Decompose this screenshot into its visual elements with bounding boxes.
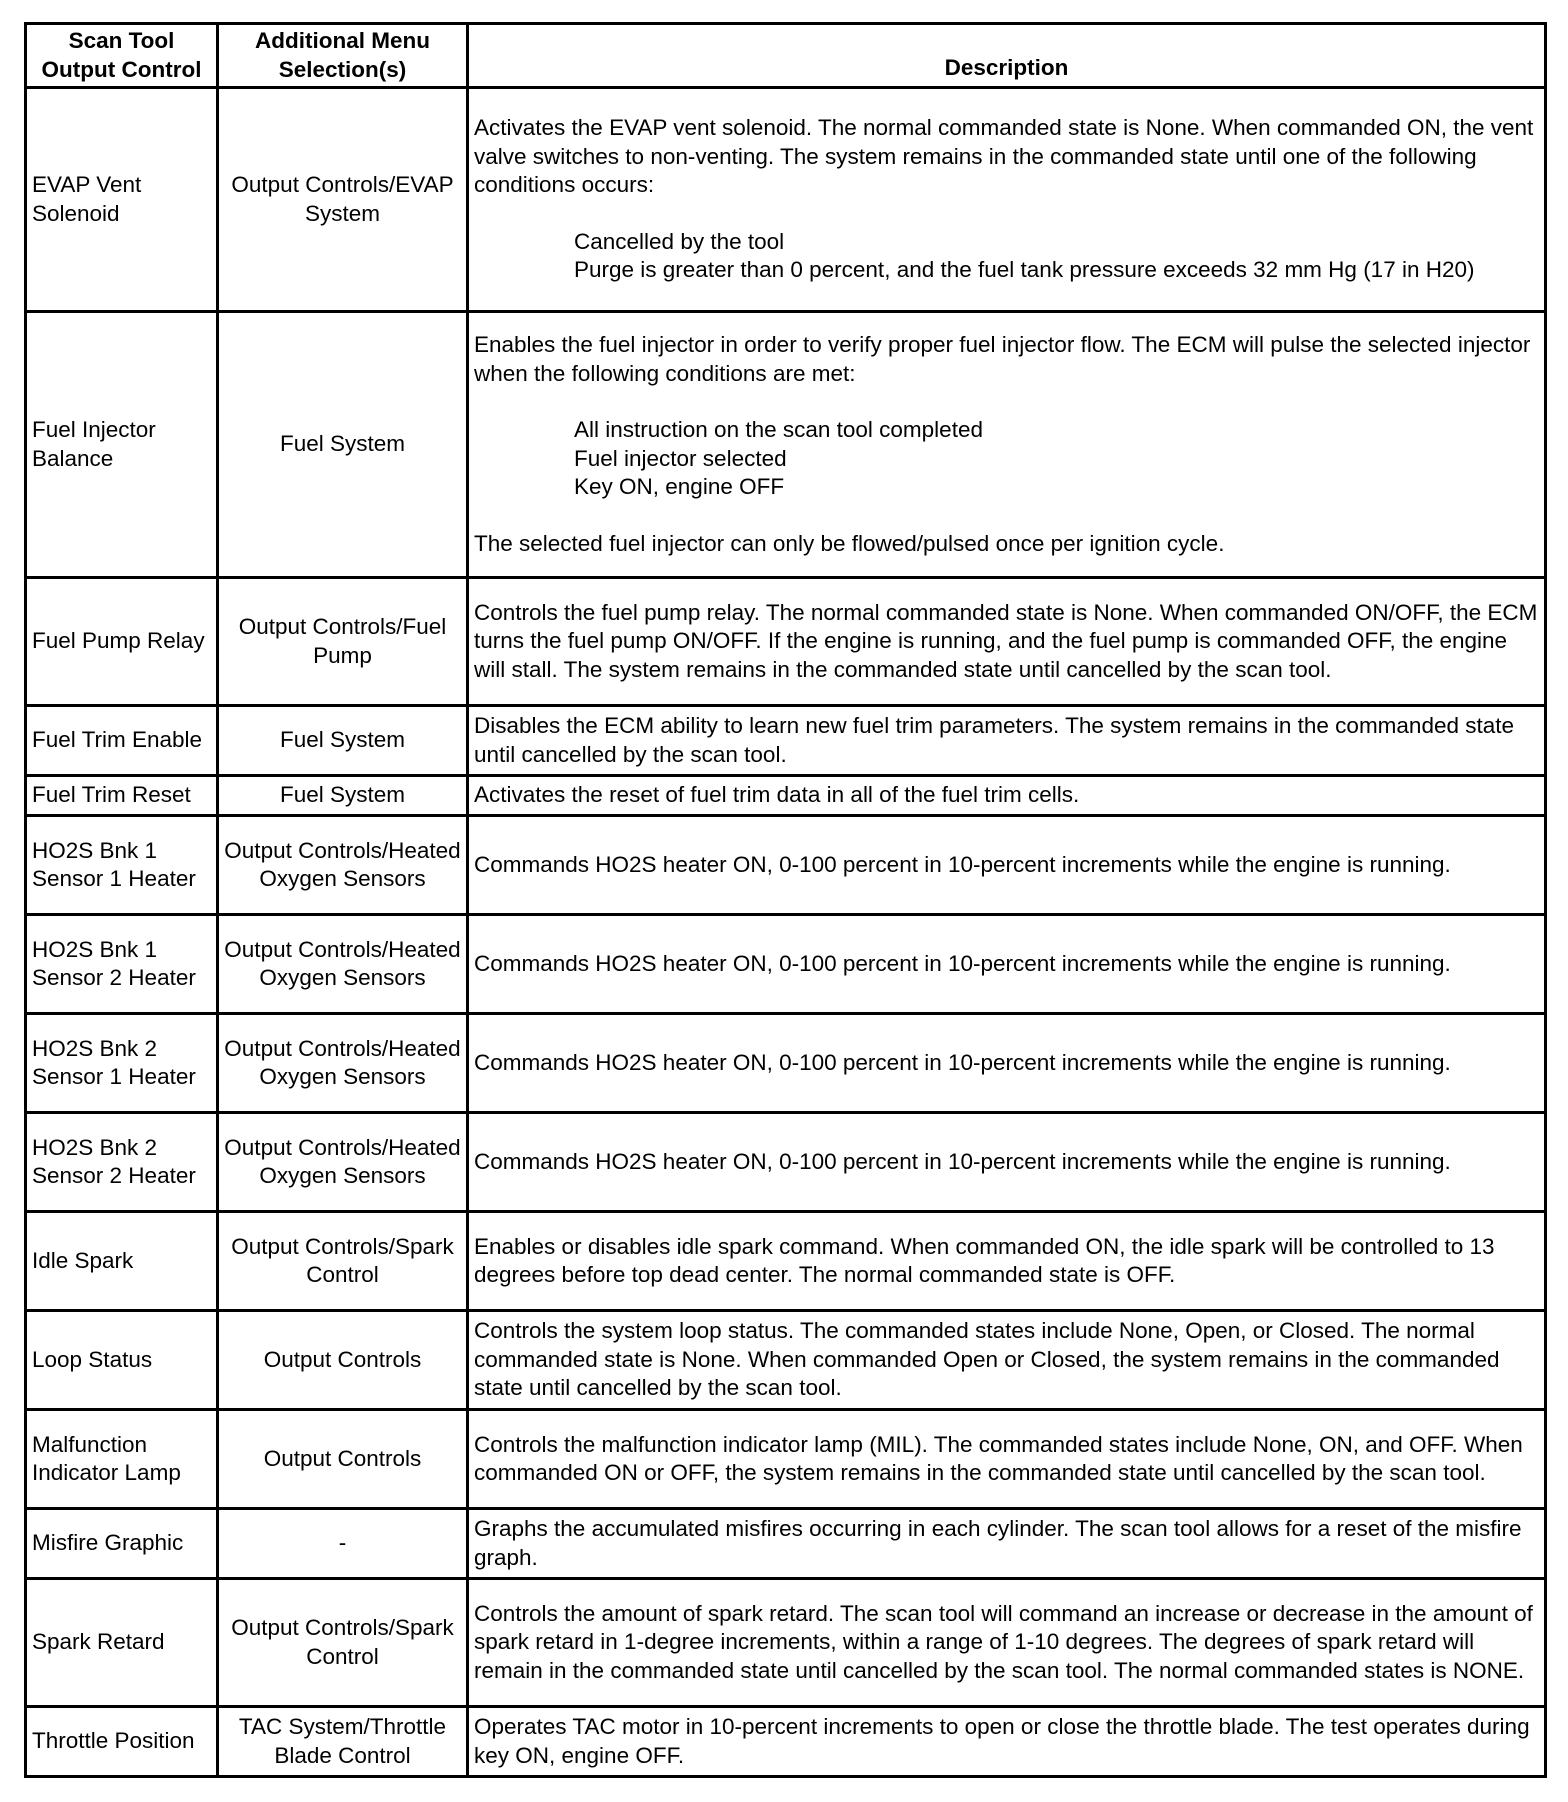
table-row xyxy=(26,88,1546,312)
table-row xyxy=(26,706,1546,776)
row-control: Misfire Graphic xyxy=(26,1509,218,1579)
row-menu-selection: Output Controls/EVAP System xyxy=(218,88,468,312)
row-menu-selection: Output Controls/Spark Control xyxy=(218,1212,468,1311)
row-menu-selection: Output Controls/Spark Control xyxy=(218,1579,468,1707)
row-menu-selection: Output Controls/Heated Oxygen Sensors xyxy=(218,1014,468,1113)
row-control: HO2S Bnk 1 Sensor 1 Heater xyxy=(26,816,218,915)
row-description: Commands HO2S heater ON, 0-100 percent in 10-percent increments while the engine is running. xyxy=(468,1014,1546,1113)
condition-item: All instruction on the scan tool completed xyxy=(574,417,983,442)
row-control: Fuel Trim Reset xyxy=(26,776,218,816)
condition-item: Cancelled by the tool xyxy=(574,228,785,254)
row-description xyxy=(468,88,1546,312)
row-control: HO2S Bnk 2 Sensor 2 Heater xyxy=(26,1113,218,1212)
header-additional-menu-selections xyxy=(218,24,468,88)
row-control: EVAP Vent Solenoid xyxy=(26,88,218,312)
row-control: Idle Spark xyxy=(26,1212,218,1311)
table-row xyxy=(26,1707,1546,1777)
row-control: Fuel Injector Balance xyxy=(26,312,218,578)
row-description: Disables the ECM ability to learn new fuel trim parameters. The system remains in the commanded state until cancelled by the scan tool. xyxy=(468,706,1546,776)
row-menu-selection: Output Controls xyxy=(218,1410,468,1509)
table-row xyxy=(26,776,1546,816)
row-menu-selection: Output Controls/Heated Oxygen Sensors xyxy=(218,1113,468,1212)
row-control: HO2S Bnk 1 Sensor 2 Heater xyxy=(26,915,218,1014)
row-description: Operates TAC motor in 10-percent increments to open or close the throttle blade. The test operates during key ON, engine OFF. xyxy=(468,1707,1546,1777)
table-header-row xyxy=(26,24,1546,88)
header-control-line2: Output Control xyxy=(41,56,202,82)
table-row xyxy=(26,578,1546,706)
table-row xyxy=(26,1212,1546,1311)
row-menu-selection: Fuel System xyxy=(218,776,468,816)
table-row xyxy=(26,1509,1546,1579)
description-note: The selected fuel injector can only be flowed/pulsed once per ignition cycle. xyxy=(474,530,1225,556)
header-menu-line1: Additional Menu xyxy=(255,28,430,53)
row-control: Fuel Pump Relay xyxy=(26,578,218,706)
row-control: Throttle Position xyxy=(26,1707,218,1777)
header-scan-tool-output-control xyxy=(26,24,218,88)
condition-item: Fuel injector selected xyxy=(574,445,787,471)
row-description: Enables or disables idle spark command. When commanded ON, the idle spark will be controlled to 13 degrees before top dead center. The normal commanded state is OFF. xyxy=(468,1212,1546,1311)
row-menu-selection: Output Controls/Heated Oxygen Sensors xyxy=(218,915,468,1014)
row-control: Malfunction Indicator Lamp xyxy=(26,1410,218,1509)
row-menu-selection: Fuel System xyxy=(218,312,468,578)
description-text: Enables the fuel injector in order to verify proper fuel injector flow. The ECM will pulse the selected injector when the following conditions are met: xyxy=(474,332,1531,386)
table-row xyxy=(26,915,1546,1014)
row-description: Controls the system loop status. The commanded states include None, Open, or Closed. The normal commanded state is None. When commanded Open or Closed, the system remains in the commanded state until cancelled by the scan tool. xyxy=(468,1311,1546,1410)
row-menu-selection: - xyxy=(218,1509,468,1579)
row-description: Commands HO2S heater ON, 0-100 percent in 10-percent increments while the engine is running. xyxy=(468,816,1546,915)
table-row xyxy=(26,1410,1546,1509)
description-text: Activates the EVAP vent solenoid. The normal commanded state is None. When commanded ON, the vent valve switches to non-venting. The system remains in the commanded state until one of the following conditions occurs: xyxy=(474,115,1534,198)
row-description xyxy=(468,312,1546,578)
header-description: Description xyxy=(468,24,1546,88)
row-control: Fuel Trim Enable xyxy=(26,706,218,776)
table-row xyxy=(26,1014,1546,1113)
header-menu-line2: Selection(s) xyxy=(278,56,407,82)
condition-item: Purge is greater than 0 percent, and the fuel tank pressure exceeds 32 mm Hg (17 in H20) xyxy=(574,257,1475,283)
row-menu-selection: TAC System/Throttle Blade Control xyxy=(218,1707,468,1777)
row-menu-selection: Output Controls/Fuel Pump xyxy=(218,578,468,706)
row-description: Activates the reset of fuel trim data in all of the fuel trim cells. xyxy=(468,776,1546,816)
table-row xyxy=(26,1579,1546,1707)
row-description: Controls the malfunction indicator lamp (MIL). The commanded states include None, ON, and OFF. When commanded ON or OFF, the system remains in the commanded state until cancelled by the scan tool. xyxy=(468,1410,1546,1509)
row-description: Controls the amount of spark retard. The scan tool will command an increase or decrease in the amount of spark retard in 1-degree increments, within a range of 1-10 degrees. The degrees of spark retard will remain in the commanded state until cancelled by the scan tool. The normal commanded states is NONE. xyxy=(468,1579,1546,1707)
condition-item: Key ON, engine OFF xyxy=(574,474,785,499)
row-menu-selection: Fuel System xyxy=(218,706,468,776)
table-row xyxy=(26,816,1546,915)
row-control: HO2S Bnk 2 Sensor 1 Heater xyxy=(26,1014,218,1113)
row-description: Graphs the accumulated misfires occurring in each cylinder. The scan tool allows for a reset of the misfire graph. xyxy=(468,1509,1546,1579)
table-row xyxy=(26,1113,1546,1212)
header-control-line1: Scan Tool xyxy=(68,28,175,53)
scan-tool-output-controls-table xyxy=(24,22,1547,1778)
row-menu-selection: Output Controls xyxy=(218,1311,468,1410)
row-control: Loop Status xyxy=(26,1311,218,1410)
row-description: Commands HO2S heater ON, 0-100 percent in 10-percent increments while the engine is running. xyxy=(468,1113,1546,1212)
table-row xyxy=(26,1311,1546,1410)
row-description: Commands HO2S heater ON, 0-100 percent in 10-percent increments while the engine is running. xyxy=(468,915,1546,1014)
row-menu-selection: Output Controls/Heated Oxygen Sensors xyxy=(218,816,468,915)
row-control: Spark Retard xyxy=(26,1579,218,1707)
row-description: Controls the fuel pump relay. The normal commanded state is None. When commanded ON/OFF, the ECM turns the fuel pump ON/OFF. If the engine is running, and the fuel pump is commanded OFF, the engine will stall. The system remains in the commanded state until cancelled by the scan tool. xyxy=(468,578,1546,706)
table-row xyxy=(26,312,1546,578)
